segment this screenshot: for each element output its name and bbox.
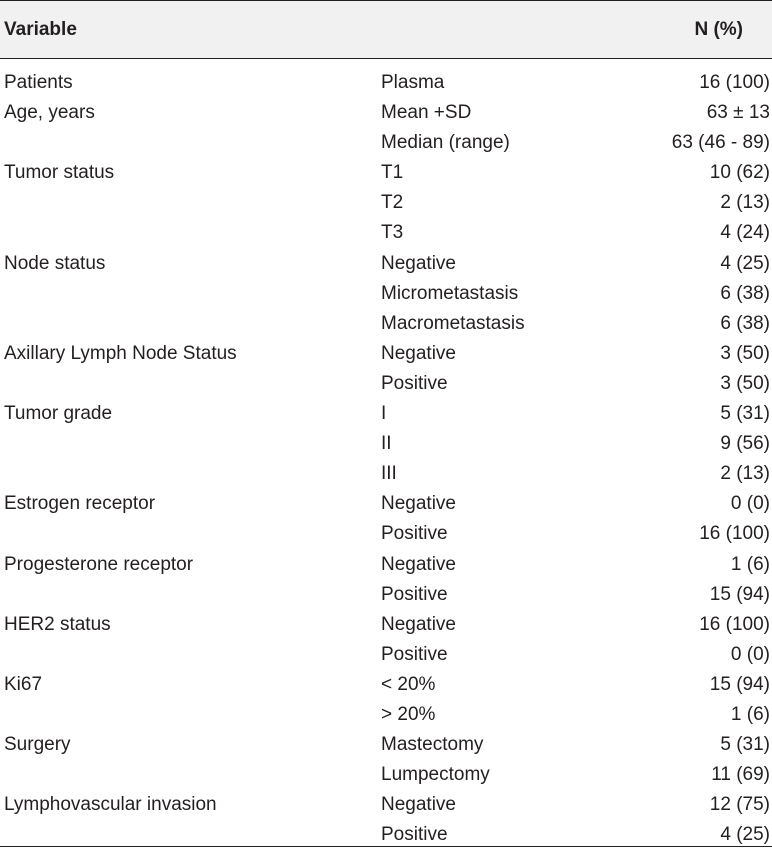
cell-category: Negative bbox=[381, 613, 456, 635]
cell-category: Positive bbox=[381, 824, 448, 846]
table-row bbox=[0, 670, 772, 700]
cell-category: T1 bbox=[381, 162, 404, 184]
cell-category: Negative bbox=[381, 794, 456, 816]
table-header bbox=[0, 1, 772, 58]
table-row bbox=[0, 128, 772, 158]
table-row bbox=[0, 550, 772, 580]
header-n-percent: N (%) bbox=[694, 19, 743, 40]
cell-category: II bbox=[381, 433, 392, 455]
cell-n-percent: 1 (6) bbox=[730, 703, 770, 725]
table-row bbox=[0, 580, 772, 610]
table-row bbox=[0, 399, 772, 429]
table-row bbox=[0, 459, 772, 489]
cell-n-percent: 63 ± 13 bbox=[706, 102, 770, 124]
cell-category: > 20% bbox=[381, 703, 436, 725]
table-row bbox=[0, 218, 772, 248]
table-row bbox=[0, 610, 772, 640]
cell-n-percent: 15 (94) bbox=[709, 583, 770, 605]
cell-n-percent: 1 (6) bbox=[730, 553, 770, 575]
cell-variable: Age, years bbox=[4, 102, 95, 124]
cell-category: Median (range) bbox=[381, 132, 510, 154]
cell-category: < 20% bbox=[381, 673, 436, 695]
cell-variable: Node status bbox=[4, 252, 106, 274]
cell-n-percent: 16 (100) bbox=[699, 613, 770, 635]
cell-category: Positive bbox=[381, 523, 448, 545]
cell-n-percent: 3 (50) bbox=[720, 342, 770, 364]
cell-variable: Axillary Lymph Node Status bbox=[4, 342, 237, 364]
cell-category: T2 bbox=[381, 192, 404, 214]
table-row bbox=[0, 369, 772, 399]
cell-n-percent: 6 (38) bbox=[720, 312, 770, 334]
cell-variable: Lymphovascular invasion bbox=[4, 794, 217, 816]
table-row bbox=[0, 489, 772, 519]
cell-n-percent: 12 (75) bbox=[709, 794, 770, 816]
cell-variable: Surgery bbox=[4, 734, 71, 756]
cell-category: Plasma bbox=[381, 72, 445, 93]
cell-n-percent: 11 (69) bbox=[711, 764, 770, 786]
cell-n-percent: 15 (94) bbox=[709, 673, 770, 695]
cell-category: Mean +SD bbox=[381, 102, 472, 124]
cell-n-percent: 3 (50) bbox=[720, 372, 770, 394]
cell-category: Positive bbox=[381, 372, 448, 394]
cell-category: Negative bbox=[381, 252, 456, 274]
table-row bbox=[0, 158, 772, 188]
cell-category: Macrometastasis bbox=[381, 312, 525, 334]
cell-category: Mastectomy bbox=[381, 734, 484, 756]
cell-variable: Patients bbox=[4, 72, 73, 93]
cell-category: Positive bbox=[381, 583, 448, 605]
table-row bbox=[0, 730, 772, 760]
cell-category: Positive bbox=[381, 643, 448, 665]
cell-n-percent: 4 (25) bbox=[720, 252, 770, 274]
header-variable: Variable bbox=[4, 19, 77, 40]
table-row bbox=[0, 700, 772, 730]
cell-n-percent: 63 (46 - 89) bbox=[671, 132, 770, 154]
cell-n-percent: 5 (31) bbox=[720, 403, 770, 425]
cell-category: Negative bbox=[381, 493, 456, 515]
cell-variable: Tumor grade bbox=[4, 403, 113, 425]
table-header-rule bbox=[0, 58, 772, 59]
table-row bbox=[0, 98, 772, 128]
cell-category: Negative bbox=[381, 553, 456, 575]
cell-n-percent: 0 (0) bbox=[730, 493, 770, 515]
table-row bbox=[0, 339, 772, 369]
cell-variable: HER2 status bbox=[4, 613, 111, 635]
cell-n-percent: 16 (100) bbox=[699, 523, 770, 545]
cell-category: I bbox=[381, 403, 387, 425]
table-row bbox=[0, 309, 772, 339]
cell-category: III bbox=[381, 463, 397, 485]
cell-category: Negative bbox=[381, 342, 456, 364]
cell-n-percent: 10 (62) bbox=[709, 162, 770, 184]
cell-n-percent: 2 (13) bbox=[720, 463, 770, 485]
cell-variable: Progesterone receptor bbox=[4, 553, 194, 575]
cell-variable: Ki67 bbox=[4, 673, 43, 695]
cell-variable: Estrogen receptor bbox=[4, 493, 156, 515]
cell-n-percent: 4 (25) bbox=[720, 824, 770, 846]
cell-category: Lumpectomy bbox=[381, 764, 490, 786]
table-row bbox=[0, 249, 772, 279]
cell-category: Micrometastasis bbox=[381, 282, 519, 304]
cell-n-percent: 16 (100) bbox=[699, 72, 770, 93]
cell-category: T3 bbox=[381, 222, 404, 244]
table-row bbox=[0, 760, 772, 790]
cell-n-percent: 6 (38) bbox=[720, 282, 770, 304]
table-row bbox=[0, 68, 772, 98]
cell-n-percent: 0 (0) bbox=[730, 643, 770, 665]
table-row bbox=[0, 279, 772, 309]
cell-variable: Tumor status bbox=[4, 162, 115, 184]
table-row bbox=[0, 188, 772, 218]
cell-n-percent: 9 (56) bbox=[720, 433, 770, 455]
cell-n-percent: 2 (13) bbox=[720, 192, 770, 214]
cell-n-percent: 4 (24) bbox=[720, 222, 770, 244]
table-row bbox=[0, 429, 772, 459]
table-body bbox=[0, 68, 772, 850]
table-row bbox=[0, 519, 772, 549]
cell-n-percent: 5 (31) bbox=[720, 734, 770, 756]
table-row bbox=[0, 790, 772, 820]
table-row bbox=[0, 640, 772, 670]
